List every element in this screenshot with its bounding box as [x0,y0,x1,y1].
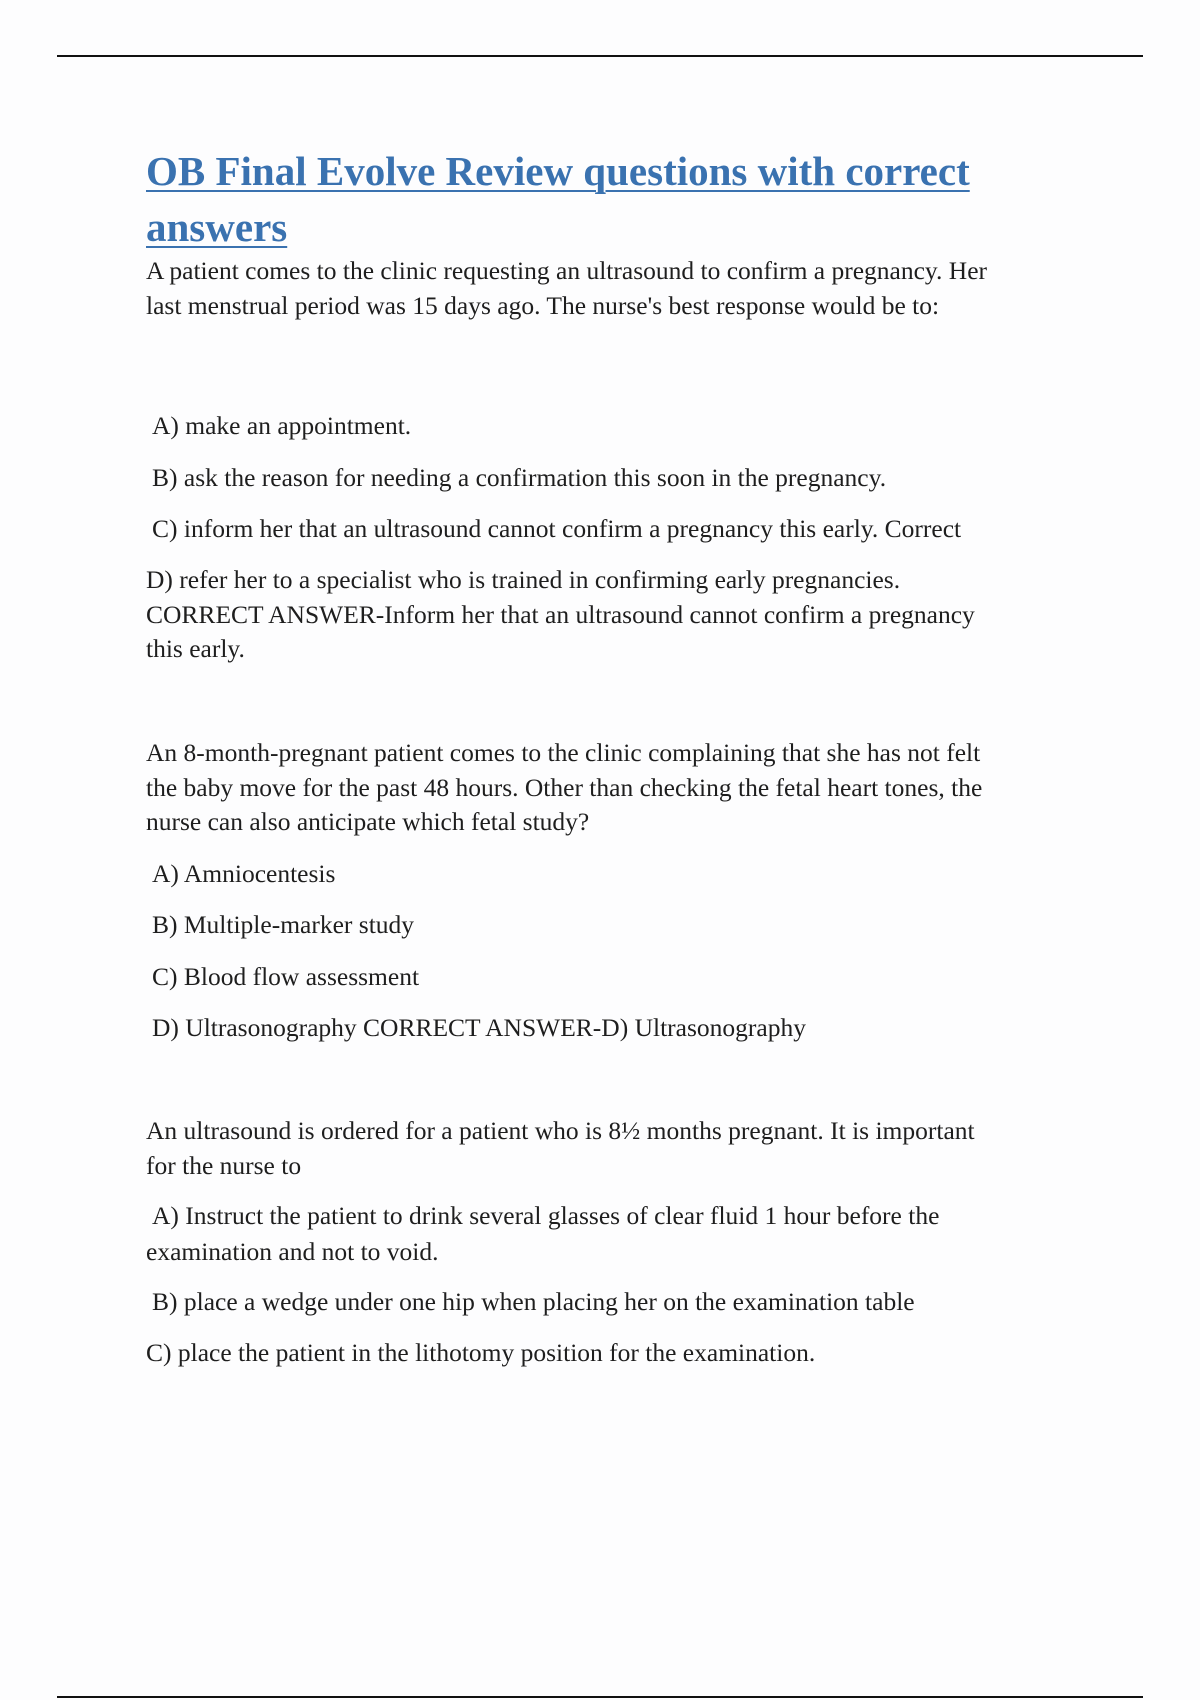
q3-option-b: B) place a wedge under one hip when placing her on the examination table [152,1287,915,1316]
q1-answer-line-2: this early. [146,634,245,663]
q1-stem-line-2: last menstrual period was 15 days ago. The nurse's best response would be to: [146,291,940,320]
header-rule [57,55,1143,57]
q2-option-c: C) Blood flow assessment [152,962,420,991]
q2-stem-line-2: the baby move for the past 48 hours. Other than checking the fetal heart tones, the [146,773,983,802]
document-title: OB Final Evolve Review questions with correct answers [146,148,970,250]
q3-option-a-line-2: examination and not to void. [146,1237,439,1266]
q3-stem-line-2: for the nurse to [146,1151,302,1180]
q2-stem-line-1: An 8-month-pregnant patient comes to the clinic complaining that she has not felt [146,738,981,767]
q1-answer-line-1: CORRECT ANSWER-Inform her that an ultrasound cannot confirm a pregnancy [146,600,975,629]
q3-option-a-line-1: A) Instruct the patient to drink several glasses of clear fluid 1 hour before the [152,1201,940,1230]
q1-option-d-line-1: D) refer her to a specialist who is trained in confirming early pregnancies. [146,565,901,594]
q2-stem-line-3: nurse can also anticipate which fetal study? [146,807,590,836]
q2-option-a: A) Amniocentesis [152,859,336,888]
q2-option-d-answer: D) Ultrasonography CORRECT ANSWER-D) Ultrasonography [152,1013,806,1042]
q1-stem-line-1: A patient comes to the clinic requesting an ultrasound to confirm a pregnancy. Her [146,256,988,285]
q3-stem-line-1: An ultrasound is ordered for a patient who is 8½ months pregnant. It is important [146,1116,975,1145]
footer-rule [57,1696,1143,1698]
q1-option-c: C) inform her that an ultrasound cannot confirm a pregnancy this early. Correct [152,514,962,543]
q1-option-a: A) make an appointment. [152,411,412,440]
q3-option-c: C) place the patient in the lithotomy position for the examination. [146,1338,816,1367]
q2-option-b: B) Multiple-marker study [152,910,415,939]
q1-option-b: B) ask the reason for needing a confirmation this soon in the pregnancy. [152,463,887,492]
